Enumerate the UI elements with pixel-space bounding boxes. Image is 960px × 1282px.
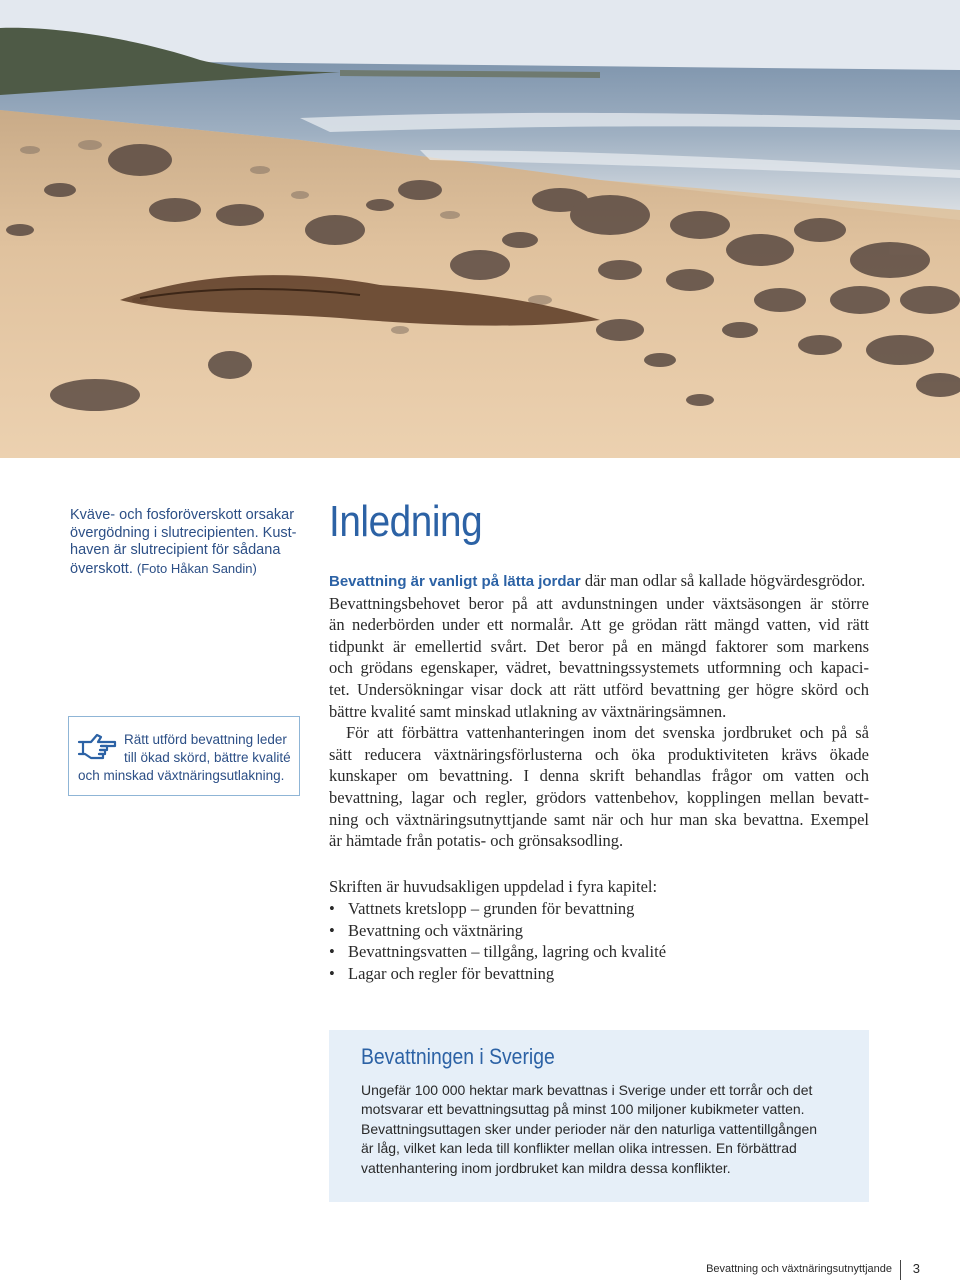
chapter-list-item: • Bevattning och växtnäring bbox=[329, 920, 666, 942]
caption-line: Kväve- och fosforöverskott orsakar bbox=[70, 507, 295, 523]
chapter-list bbox=[329, 898, 666, 984]
caption-line: övergödning i slutrecipienten. Kust- bbox=[70, 524, 297, 541]
footer-title: Bevattning och växtnäringsutnyttjande bbox=[706, 1263, 892, 1275]
intro-line-rest: där man odlar så kallade högvärdesgrödor. bbox=[580, 571, 866, 590]
beach-photo-drawing bbox=[0, 0, 960, 458]
intro-line: bevattning, lagar och regler, grödors vattenbehov, kopplingen mellan bevatt- bbox=[329, 787, 869, 807]
intro-line: ning och växtnäringsutnyttjande samt när och hur man ska bevattna. Exempel bbox=[329, 809, 869, 829]
fact-box-paragraph bbox=[361, 1120, 851, 1178]
intro-line: sätt reducera växtnäringsförlusterna och öka produktiviteten krävs ökade bbox=[329, 744, 869, 764]
intro-lead: Bevattning är vanligt på lätta jordar bbox=[329, 573, 581, 590]
fact-box-line: Ungefär 100 000 hektar mark bevattnas i Sverige under ett torrår och det bbox=[361, 1082, 813, 1098]
page-number: 3 bbox=[912, 1261, 920, 1276]
intro-line: tet. Undersökningar visar dock att rätt utförd bevattning ger högre skörd och bbox=[329, 679, 869, 699]
caption-line bbox=[70, 560, 300, 579]
key-point-line: Rätt utförd bevattning leder bbox=[124, 732, 287, 747]
sverige-fact-box bbox=[329, 1030, 869, 1202]
intro-text bbox=[329, 570, 869, 852]
footer-divider bbox=[900, 1260, 901, 1280]
key-point-line: och minskad växtnäringsutlakning. bbox=[78, 768, 285, 783]
chapters-heading: Skriften är huvudsakligen uppdelad i fyra kapitel: bbox=[329, 877, 658, 896]
fact-box-line: motsvarar ett bevattningsuttag på minst 100 miljoner kubikmeter vatten. bbox=[361, 1101, 805, 1118]
fact-box-line: är låg, vilket kan leda till konflikter mellan olika intressen. En förbättrad bbox=[361, 1140, 797, 1157]
fact-box-line: Bevattningsuttagen sker under perioder när den naturliga vattentillgången bbox=[361, 1121, 818, 1137]
pointing-hand-icon bbox=[77, 730, 117, 764]
intro-line: än nederbörden under ett normalår. Att ge grödan rätt mängd vatten, vid rätt bbox=[329, 615, 869, 635]
photo-caption bbox=[70, 507, 300, 578]
intro-line: Bevattningsbehovet beror på att avdunstningen under växtsäsongen är större bbox=[329, 593, 869, 613]
beach-photo bbox=[0, 0, 960, 458]
intro-line: tidpunkt är emellertid svårt. Det beror på en mängd faktorer som markens bbox=[329, 636, 869, 656]
caption-last-line: överskott. bbox=[70, 560, 133, 577]
chapter-list-item: • Bevattningsvatten – tillgång, lagring och kvalité bbox=[329, 941, 666, 963]
intro-line: och grödans egenskaper, vädret, bevattningssystemets utformning och kapaci- bbox=[329, 658, 869, 678]
chapter-list-item: • Vattnets kretslopp – grunden för bevattning bbox=[329, 898, 666, 920]
photo-credit: (Foto Håkan Sandin) bbox=[136, 560, 257, 576]
intro-line: kunskaper om bevattning. I denna skrift behandlas frågor om vatten och bbox=[329, 766, 869, 786]
intro-line: För att förbättra vattenhanteringen inom det svenska jordbruket och på så bbox=[346, 723, 869, 743]
key-point-box bbox=[68, 716, 300, 796]
fact-box-title: Bevattningen i Sverige bbox=[361, 1044, 555, 1069]
fact-box-line: vattenhantering inom jordbruket kan mildra dessa konflikter. bbox=[361, 1159, 731, 1176]
fact-box-paragraph bbox=[361, 1081, 851, 1120]
intro-line bbox=[329, 570, 869, 593]
page-title: Inledning bbox=[329, 497, 483, 546]
key-point-line: till ökad skörd, bättre kvalité bbox=[124, 750, 291, 765]
intro-line: är hämtade från potatis- och grönsaksodling. bbox=[329, 831, 624, 851]
caption-line: haven är slutrecipient för sådana bbox=[70, 542, 281, 558]
chapter-list-item: • Lagar och regler för bevattning bbox=[329, 963, 666, 985]
intro-line: bättre kvalité samt minskad utlakning av växtnäringsämnen. bbox=[329, 701, 727, 721]
